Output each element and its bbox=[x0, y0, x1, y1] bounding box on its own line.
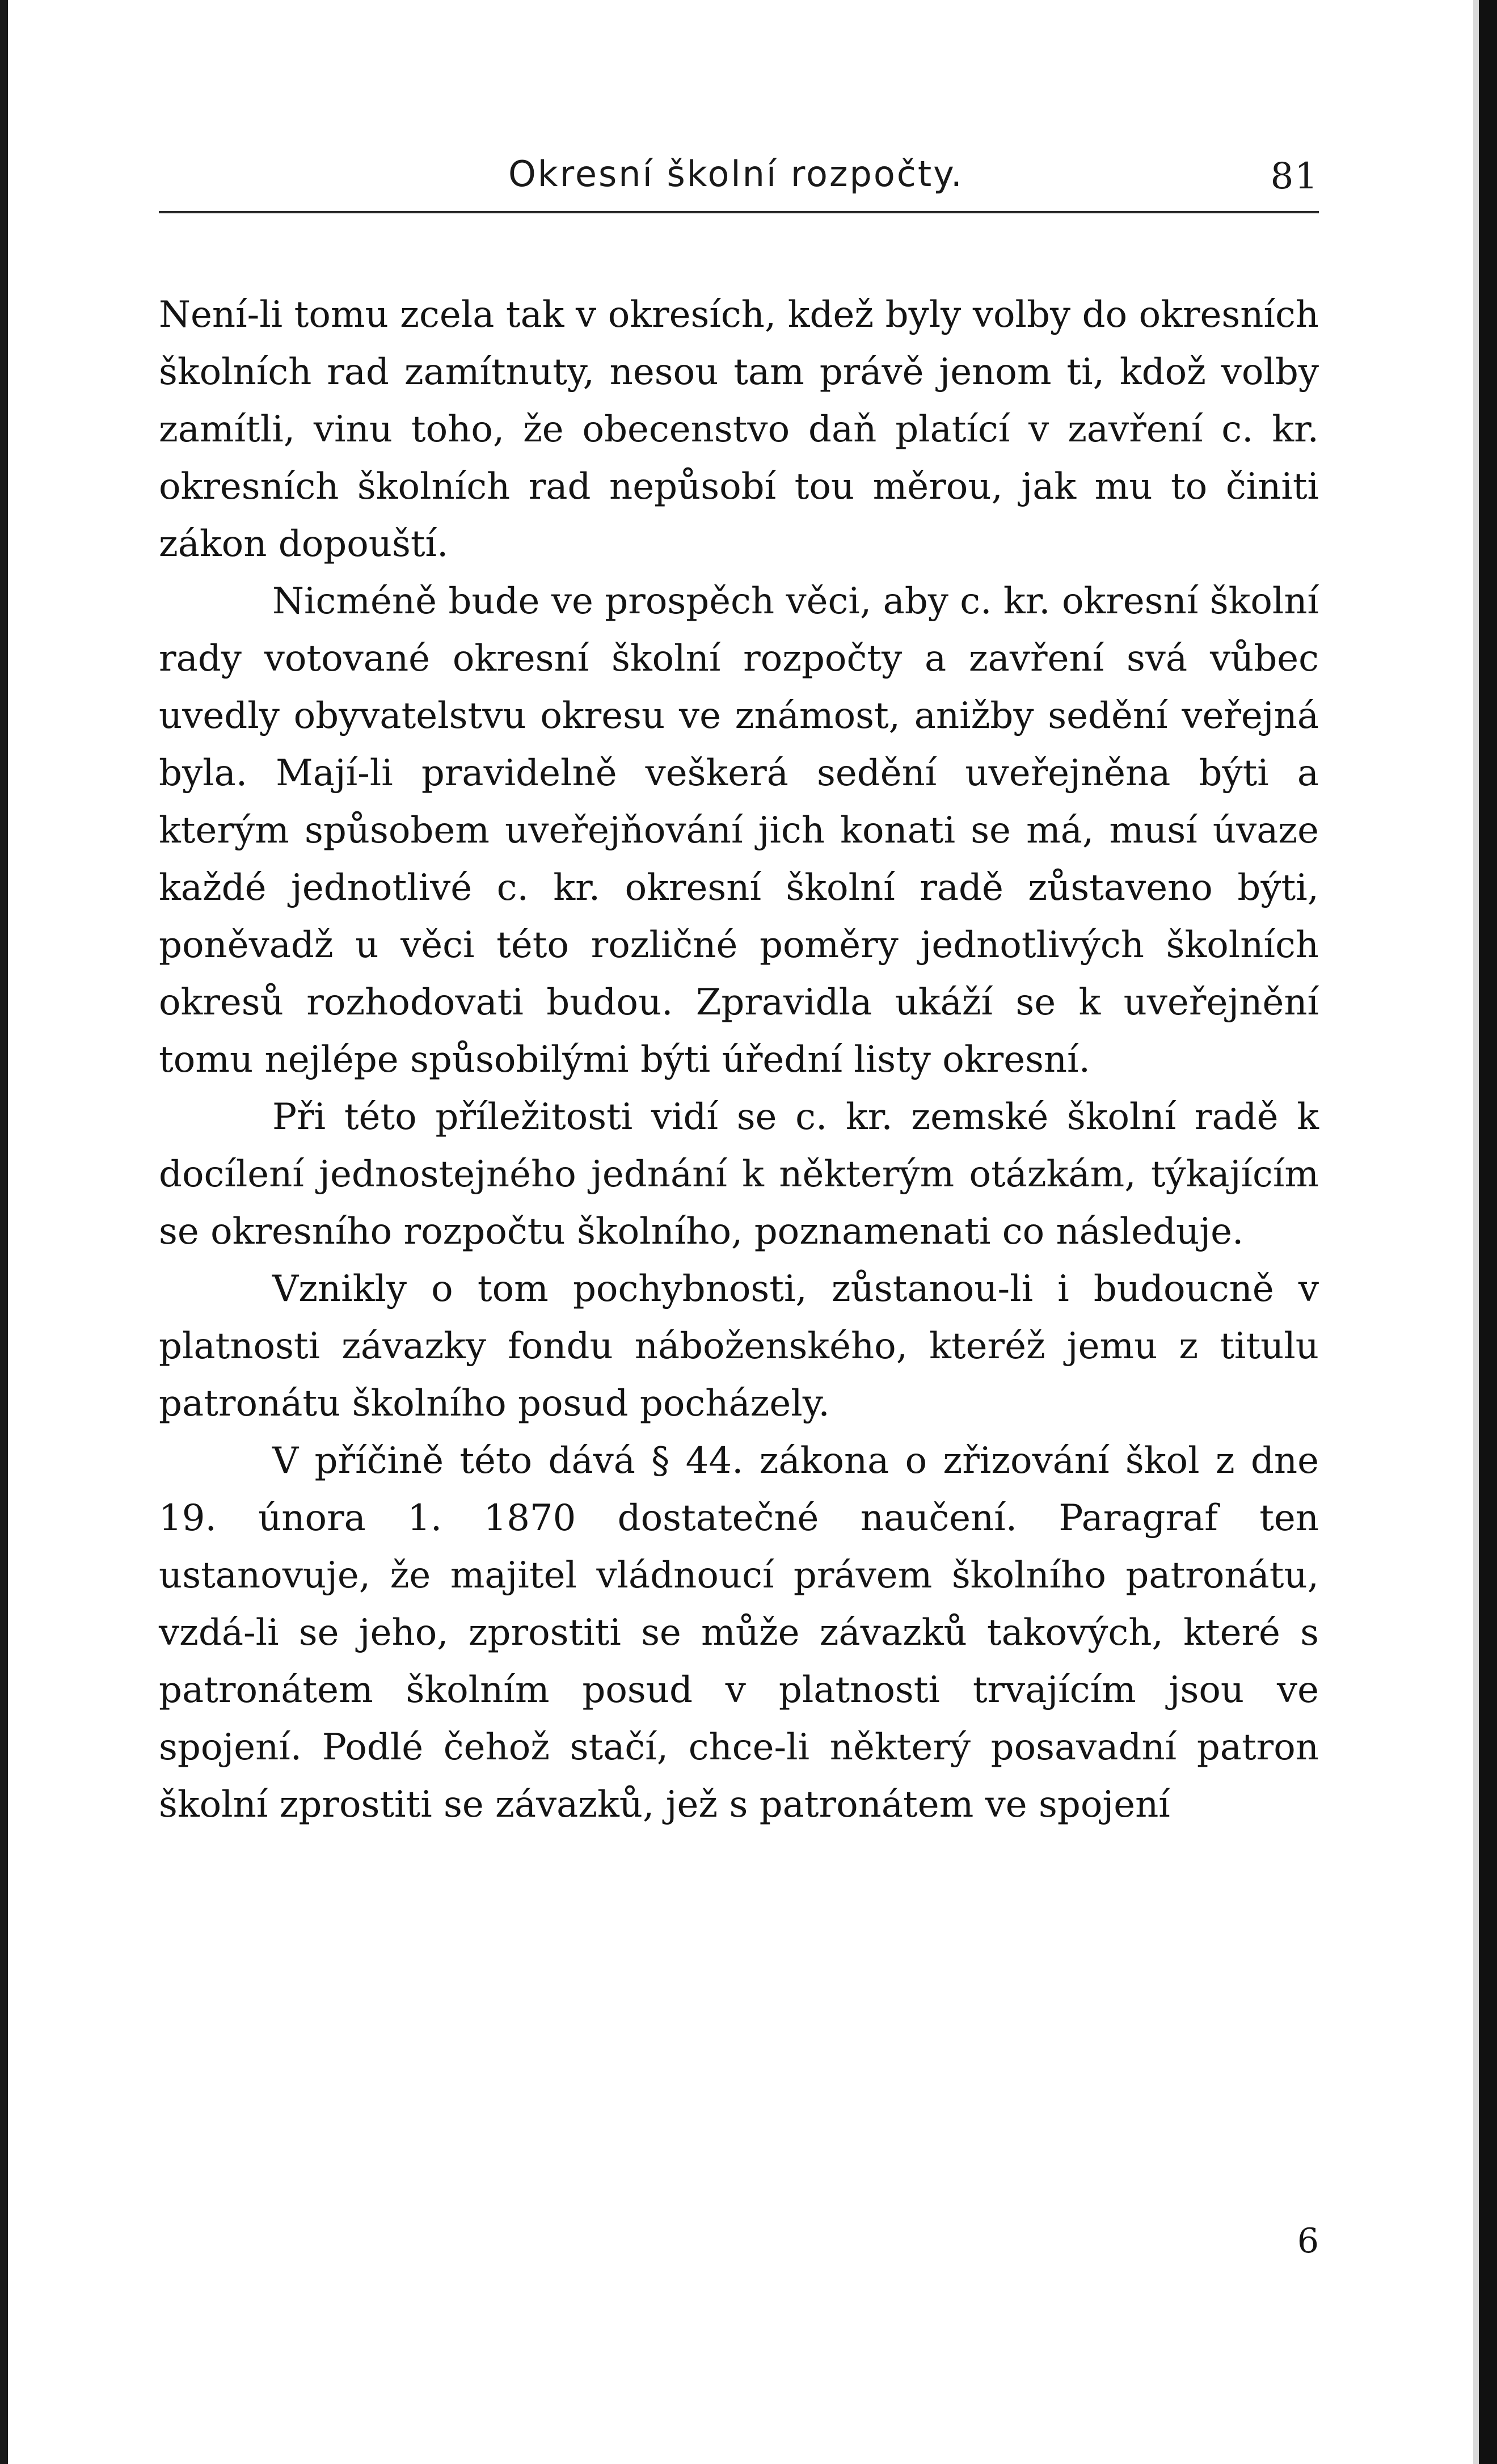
page-number: 81 bbox=[1270, 155, 1319, 197]
paragraph: V příčině této dává § 44. zákona o zřizování škol z dne 19. února 1. 1870 dostatečné naučení. Paragraf ten ustanovuje, že majitel vládnoucí právem školního patronátu, vzdá-li se jeho, zprostiti se může závazků takových, které s patronátem školním posud v platnosti trvajícím jsou ve spojení. Podlé čehož stačí, chce-li některý posavadní patron školní zprostiti se závazků, jež s patronátem ve spojení bbox=[159, 1440, 1319, 1826]
body-text bbox=[159, 287, 1319, 1834]
scan-edge-shadow bbox=[1473, 0, 1479, 2464]
paragraph: Vznikly o tom pochybnosti, zůstanou-li i budoucně v platnosti závazky fondu náboženského, kteréž jemu z titulu patronátu školního posud pocházely. bbox=[159, 1268, 1319, 1425]
paragraph: Není-li tomu zcela tak v okresích, kdež byly volby do okresních školních rad zamítnuty, nesou tam právě jenom ti, kdož volby zamítli, vinu toho, že obecenstvo daň platící v zavření c. kr. okresních školních rad nepůsobí tou měrou, jak mu to činiti zákon dopouští. bbox=[159, 294, 1319, 565]
page-header bbox=[159, 153, 1319, 204]
paragraph: Nicméně bude ve prospěch věci, aby c. kr. okresní školní rady votované okresní školní rozpočty a zavření svá vůbec uvedly obyvatelstvu okresu ve známost, anižby sedění veřejná byla. Mají-li pravidelně veškerá sedění uveřejněna býti a kterým spůsobem uveřejňování jich konati se má, musí úvaze každé jednotlivé c. kr. okresní školní radě zůstaveno býti, poněvadž u věci této rozličné poměry jednotlivých školních okresů rozhodovati budou. Zpravidla ukáží se k uveřejnění tomu nejlépe spůsobilými býti úřední listy okresní. bbox=[159, 580, 1319, 1081]
paragraph: Při této příležitosti vidí se c. kr. zemské školní radě k docílení jednostejného jednání k některým otázkám, týkajícím se okresního rozpočtu školního, poznamenati co následuje. bbox=[159, 1096, 1319, 1253]
scan-edge-right bbox=[1479, 0, 1497, 2464]
signature-mark: 6 bbox=[1297, 2221, 1319, 2261]
scan-edge-left bbox=[0, 0, 8, 2464]
header-rule bbox=[159, 211, 1319, 213]
signature-row bbox=[159, 2221, 1319, 2272]
running-title: Okresní školní rozpočty. bbox=[508, 153, 964, 195]
